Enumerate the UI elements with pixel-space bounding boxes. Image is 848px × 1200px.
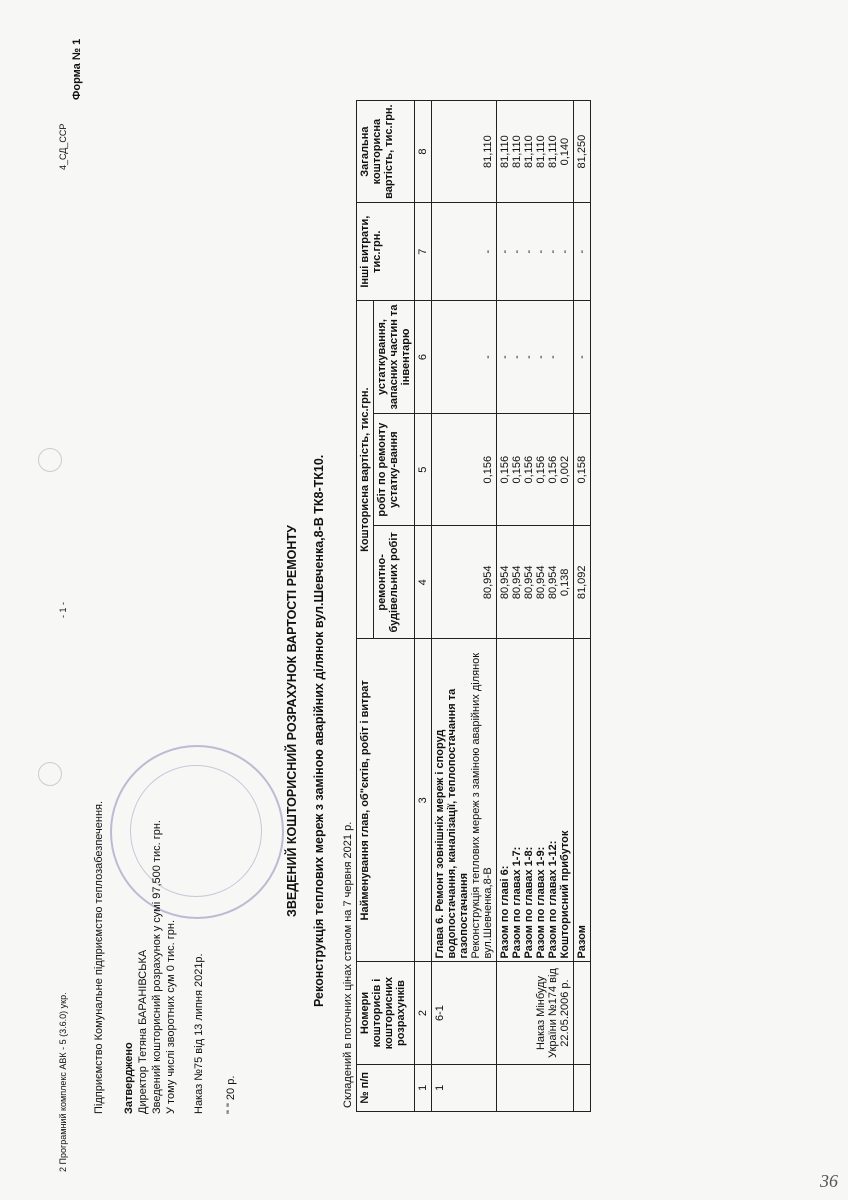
total-c5: 0,158 (574, 413, 591, 526)
summary-label: Разом по главах 1-7: (511, 846, 523, 959)
hdr-other: Інші витрати, тис.грн. (357, 203, 415, 301)
hdr-equipment: устаткування, запасних частин та інвентарю (374, 301, 415, 414)
form-name: Форма № 1 (71, 38, 83, 100)
hdr-cost-group: Кошторисна вартість, тис.грн. (357, 301, 374, 639)
total-c6: - (574, 301, 591, 414)
chapter-title: Глава 6. Ремонт зовнішніх мереж і споруд водопостачання, каналізації, теплопостачання та газопостачання (434, 688, 470, 959)
hdr-total: Загальна кошторисна вартість, тис.грн. (357, 101, 415, 203)
form-code: 4_СД_ССР (58, 123, 68, 170)
summary-label: Разом по главах 1-12: (547, 840, 559, 959)
summary-c4: 80,954 80,954 80,954 80,954 80,954 0,138 (497, 526, 574, 639)
hdr-repair-build: ремонтно-будівельних робіт (374, 526, 415, 639)
summary-label: Разом по главах 1-9: (535, 846, 547, 959)
handwritten-page-number: 36 (820, 1171, 838, 1191)
total-label: Разом (574, 639, 591, 962)
summary-names (497, 639, 574, 962)
compiled-date: Складений в поточних цінах станом на 7 червня 2021 р. (342, 821, 354, 1108)
summary-c8: 81,110 81,110 81,110 81,110 81,110 0,140 (497, 101, 574, 203)
item-row (432, 101, 497, 1112)
program-line: 2 Програмний комплекс АВК - 5 (3.6.0) укр. (58, 992, 68, 1172)
approval-sum: Зведений кошторисний розрахунок у сумі 97,500 тис. грн. (151, 820, 163, 1114)
summary-label: Кошторисний прибуток (559, 830, 571, 959)
item-num: 1 (432, 1064, 497, 1111)
director: Директор Тетяна БАРАНІВСЬКА (137, 949, 149, 1114)
column-number-row: 1 2 3 4 5 6 7 8 (415, 101, 432, 1112)
item-name (432, 639, 497, 962)
summary-block (497, 101, 574, 1112)
approval-returns: У тому числі зворотних сум 0 тис. грн. (165, 919, 177, 1114)
item-c4: 80,954 (432, 526, 497, 639)
document-title: ЗВЕДЕНИЙ КОШТОРИСНИЙ РОЗРАХУНОК ВАРТОСТІ РЕМОНТУ (285, 525, 299, 917)
summary-c6: - - - - - (497, 301, 574, 414)
summary-label: Разом по главі 6: (499, 865, 511, 959)
hdr-est: Номери кошторисів і кошторисних розрахунків (357, 962, 415, 1064)
item-c8: 81,110 (432, 101, 497, 203)
item-est: 6-1 (432, 962, 497, 1064)
basis: Наказ Мінбуду України №174 від 22.05.2006 р. (497, 962, 574, 1064)
approval-label: Затверджено (123, 1042, 135, 1114)
hdr-name: Найменування глав, об"єктів, робіт і витрат (357, 639, 415, 962)
item-c6: - (432, 301, 497, 414)
total-c8: 81,250 (574, 101, 591, 203)
total-row (574, 101, 591, 1112)
estimate-table (356, 100, 591, 1112)
company: Підприємство Комунальне підприємство теплозабезпечення. (93, 800, 105, 1114)
date-line: " " 20 р. (225, 1075, 237, 1114)
total-c4: 81,092 (574, 526, 591, 639)
item-title: Реконструкція теплових мереж з заміною аварійних ділянок вул.Шевченка,8-В (470, 652, 494, 959)
hdr-num: № п/п (357, 1064, 415, 1111)
item-c5: 0,156 (432, 413, 497, 526)
document-subtitle: Реконструкція теплових мереж з заміною аварійних ділянок вул.Шевченка,8-В ТК8-ТК10. (312, 454, 326, 1007)
item-c7: - (432, 203, 497, 301)
summary-c7: - - - - - - (497, 203, 574, 301)
hdr-equip-repair: робіт по ремонту устатку-вання (374, 413, 415, 526)
order: Наказ №75 від 13 липня 2021р. (193, 953, 205, 1114)
summary-c5: 0,156 0,156 0,156 0,156 0,156 0,002 (497, 413, 574, 526)
page-number-top: - 1 - (58, 601, 68, 618)
total-c7: - (574, 203, 591, 301)
summary-label: Разом по главах 1-8: (523, 846, 535, 959)
